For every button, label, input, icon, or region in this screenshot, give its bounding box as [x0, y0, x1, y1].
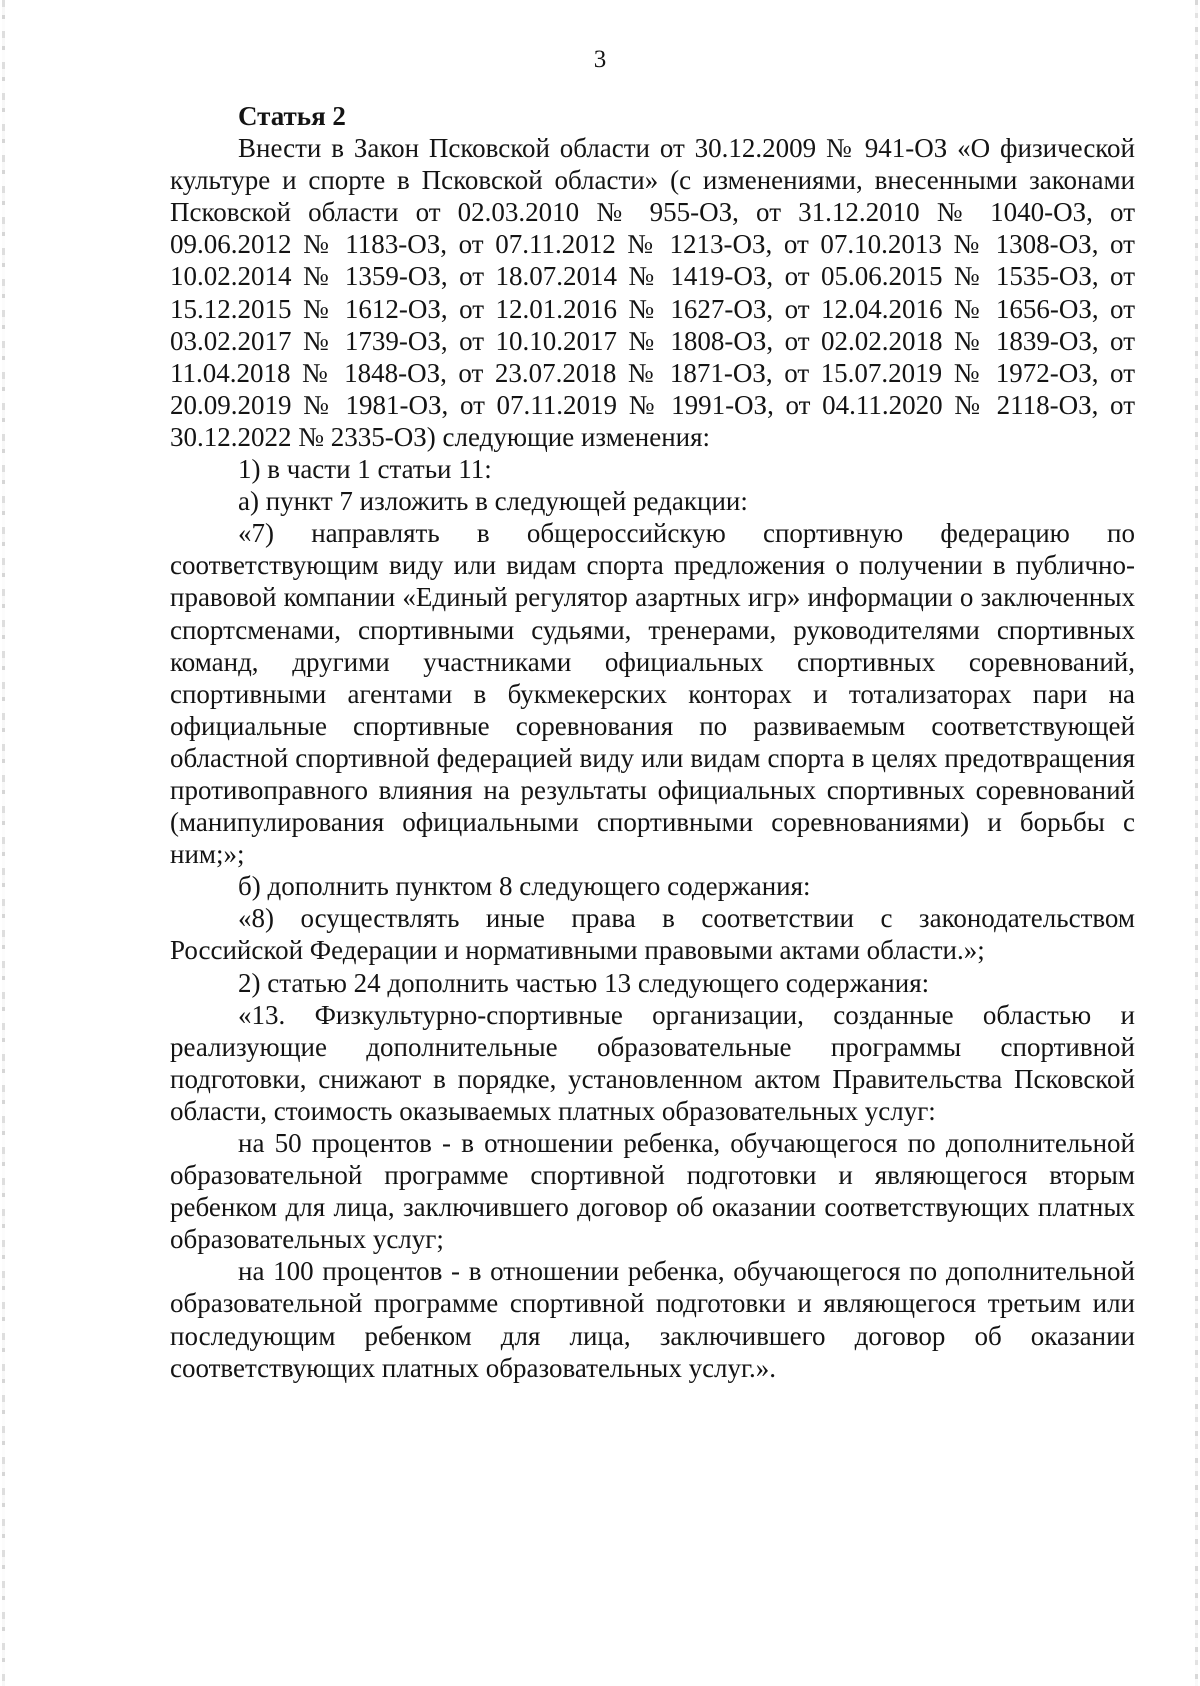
paragraph-discount-100: на 100 процентов - в отношении ребенка, обучающегося по дополнительной образовательной программе спортивной подготовки и являющегося третьим или последующим ребенком для лица, заключившего договор об оказании соответствующих платных образовательных услуг.».	[170, 1256, 1135, 1383]
article-body	[170, 100, 1135, 1384]
paragraph-intro: Внести в Закон Псковской области от 30.12.2009 № 941-ОЗ «О физической культуре и спорте в Псковской области» (с изменениями, внесенными законами Псковской области от 02.03.2010 № 955-ОЗ, от 31.12.2010 № 1040-ОЗ, от 09.06.2012 № 1183-ОЗ, от 07.11.2012 № 1213-ОЗ, от 07.10.2013 № 1308-ОЗ, от 10.02.2014 № 1359-ОЗ, от 18.07.2014 № 1419-ОЗ, от 05.06.2015 № 1535-ОЗ, от 15.12.2015 № 1612-ОЗ, от 12.01.2016 № 1627-ОЗ, от 12.04.2016 № 1656-ОЗ, от 03.02.2017 № 1739-ОЗ, от 10.10.2017 № 1808-ОЗ, от 02.02.2018 № 1839-ОЗ, от 11.04.2018 № 1848-ОЗ, от 23.07.2018 № 1871-ОЗ, от 15.07.2019 № 1972-ОЗ, от 20.09.2019 № 1981-ОЗ, от 07.11.2019 № 1991-ОЗ, от 04.11.2020 № 2118-ОЗ, от 30.12.2022 № 2335-ОЗ) следующие изменения:	[170, 133, 1135, 452]
paragraph-part-13: «13. Физкультурно-спортивные организации, созданные областью и реализующие дополнительные образовательные программы спортивной подготовки, снижают в порядке, установленном актом Правительства Псковской области, стоимость оказываемых платных образовательных услуг:	[170, 999, 1135, 1126]
paragraph-item-1a: а) пункт 7 изложить в следующей редакции:	[238, 486, 748, 517]
paragraph-discount-50: на 50 процентов - в отношении ребенка, обучающегося по дополнительной образовательной программе спортивной подготовки и являющегося вторым ребенком для лица, заключившего договор об оказании соответствующих платных образовательных услуг;	[170, 1128, 1135, 1255]
scan-edge-left	[2, 0, 5, 1686]
paragraph-item-1: 1) в части 1 статьи 11:	[238, 454, 492, 485]
scan-edge-right	[1195, 0, 1198, 1686]
paragraph-item-2: 2) статью 24 дополнить частью 13 следующего содержания:	[238, 967, 930, 998]
article-heading: Статья 2	[238, 101, 346, 131]
paragraph-item-1b: б) дополнить пунктом 8 следующего содержания:	[238, 871, 811, 902]
paragraph-point-7: «7) направлять в общероссийскую спортивную федерацию по соответствующим виду или видам спорта предложения о получении в публично-правовой компании «Единый регулятор азартных игр» информации о заключенных спортсменами, спортивными судьями, тренерами, руководителями спортивных команд, другими участниками официальных спортивных соревнований, спортивными агентами в букмекерских конторах и тотализаторах пари на официальные спортивные соревнования по развиваемым соответствующей областной спортивной федерацией виду или видам спорта в целях предотвращения противоправного влияния на результаты официальных спортивных соревнований (манипулирования официальными спортивными соревнованиями) и борьбы с ним;»;	[170, 518, 1135, 870]
page-number: 3	[593, 46, 607, 73]
paragraph-point-8: «8) осуществлять иные права в соответствии с законодательством Российской Федерации и нормативными правовыми актами области.»;	[170, 903, 1135, 966]
